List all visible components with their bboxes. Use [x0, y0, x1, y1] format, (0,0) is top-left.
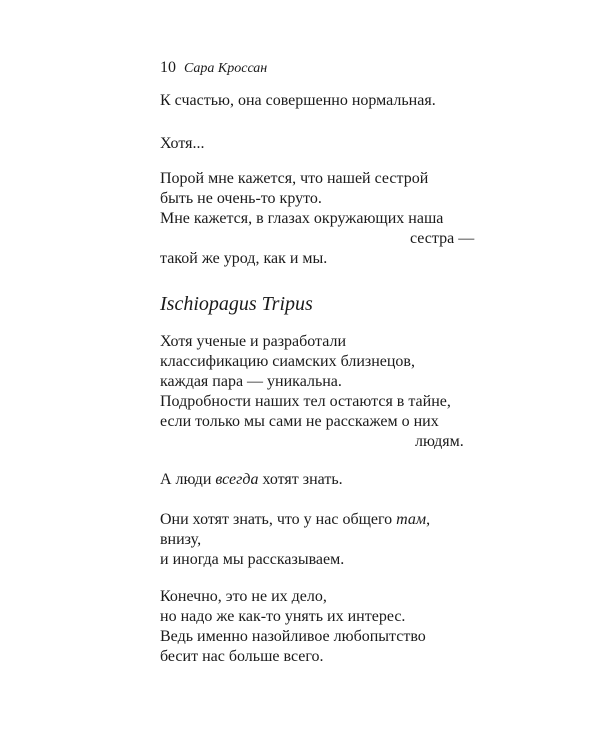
- poem-line: быть не очень-то круто.: [160, 190, 322, 207]
- poem-line: и иногда мы рассказываем.: [160, 551, 345, 568]
- emphasis-text: всегда: [215, 471, 259, 488]
- section-title: Ischiopagus Tripus: [160, 293, 313, 315]
- emphasis-text: там: [396, 511, 427, 528]
- poem-line: Порой мне кажется, что нашей сестрой: [160, 170, 429, 187]
- running-header-author: Сара Кроссан: [184, 61, 268, 76]
- poem-line-indented: людям.: [415, 433, 464, 450]
- poem-line: классификацию сиамских близнецов,: [160, 353, 415, 370]
- poem-line: Ведь именно назойливое любопытство: [160, 628, 426, 645]
- poem-line: Хотя ученые и разработали: [160, 333, 347, 350]
- poem-line: Хотя...: [160, 135, 205, 152]
- text-segment: хотят знать.: [258, 471, 343, 488]
- poem-line: К счастью, она совершенно нормальная.: [160, 92, 436, 109]
- poem-line: внизу,: [160, 531, 202, 548]
- poem-line: такой же урод, как и мы.: [160, 250, 328, 267]
- running-header: [160, 58, 267, 79]
- poem-line: каждая пара — уникальна.: [160, 373, 342, 390]
- poem-line: Подробности наших тел остаются в тайне,: [160, 393, 451, 410]
- poem-line: [160, 510, 430, 530]
- poem-line-indented: сестра —: [410, 230, 475, 247]
- text-segment: ,: [426, 511, 431, 528]
- poem-line: Конечно, это не их дело,: [160, 588, 327, 605]
- text-segment: Они хотят знать, что у нас общего: [160, 511, 397, 528]
- poem-line: Мне кажется, в глазах окружающих наша: [160, 210, 444, 227]
- poem-line: если только мы сами не расскажем о них: [160, 413, 439, 430]
- poem-line: но надо же как-то унять их интерес.: [160, 608, 406, 625]
- text-segment: А люди: [160, 471, 216, 488]
- page-number: 10: [160, 59, 176, 76]
- poem-line: бесит нас больше всего.: [160, 648, 324, 665]
- poem-line: [160, 470, 343, 490]
